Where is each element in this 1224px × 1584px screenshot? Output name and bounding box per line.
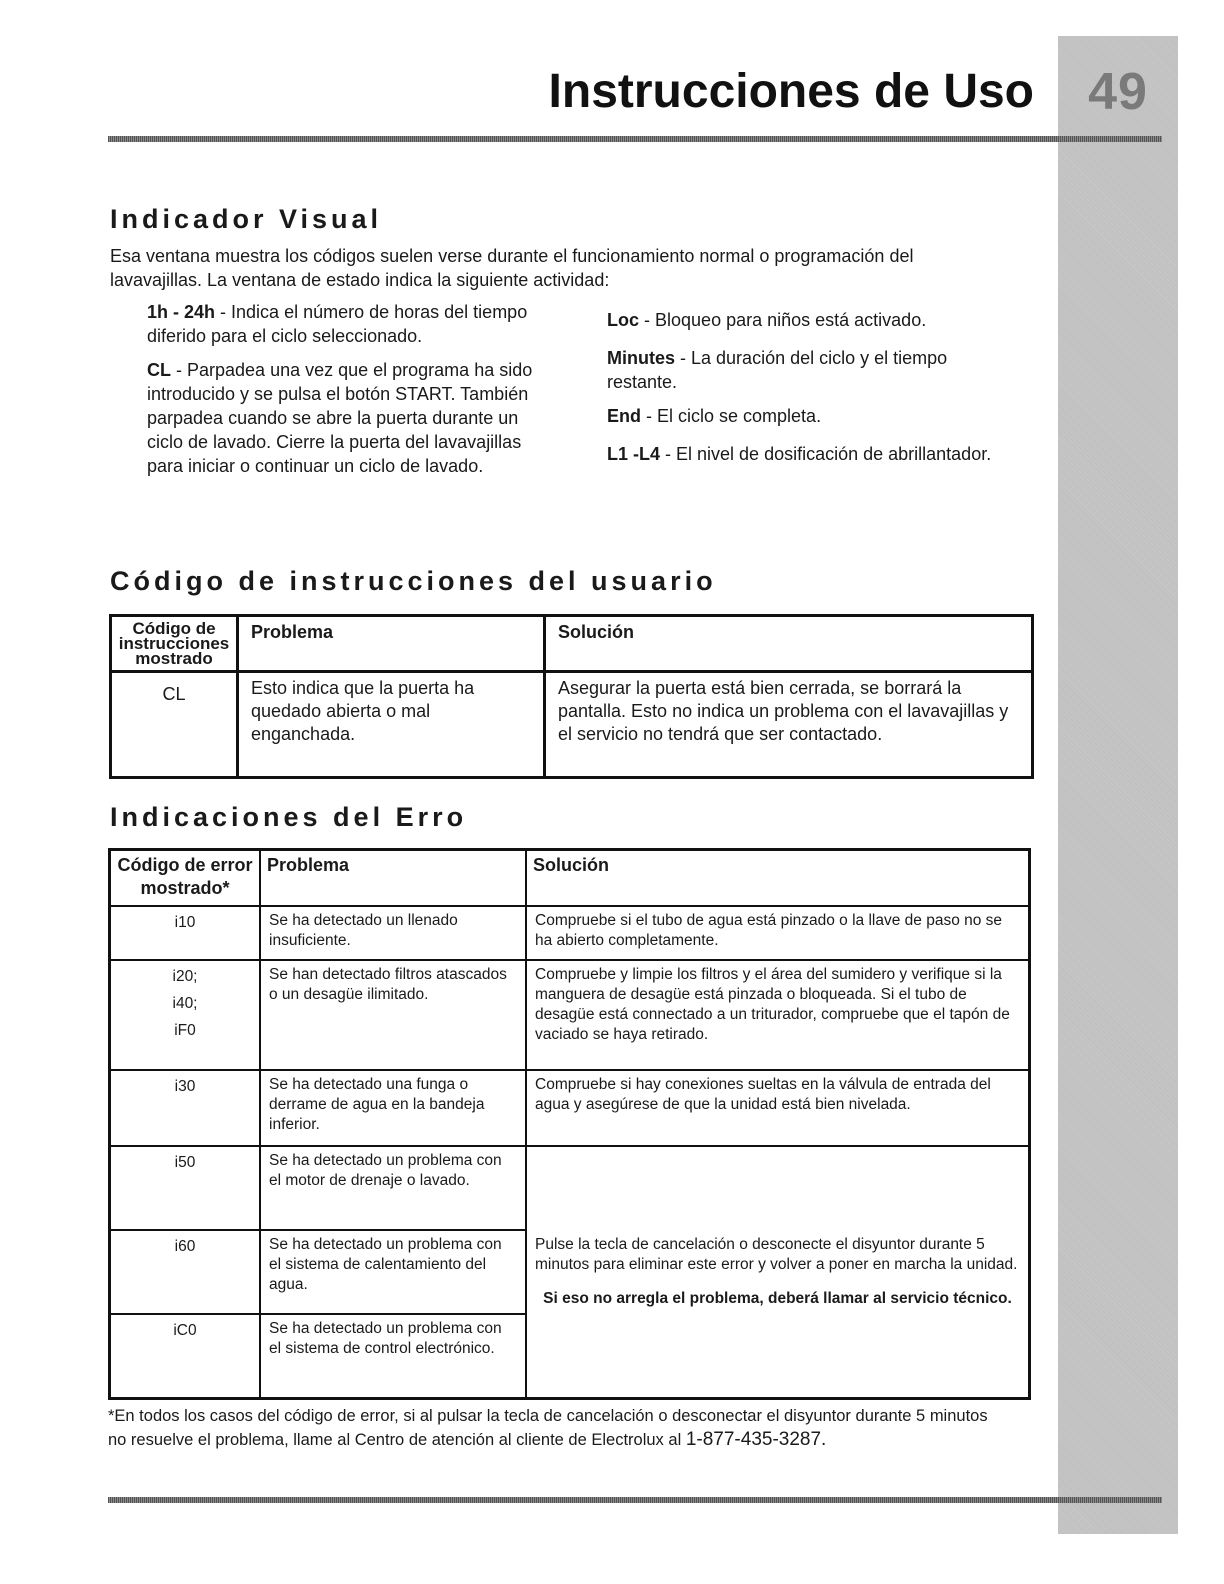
code-cell: [110, 960, 261, 1070]
status-code: L1 -L4: [607, 444, 661, 464]
status-code: CL: [147, 360, 171, 380]
problem-cell: Se ha detectado un problema con el sistema de control electrónico.: [260, 1314, 526, 1398]
page-number: 49: [1088, 63, 1148, 121]
status-sep: -: [660, 444, 677, 464]
column-header-problem: Problema: [260, 850, 526, 907]
status-text: El nivel de dosificación de abrillantador.: [676, 444, 992, 464]
table-row: [110, 960, 1030, 1070]
status-text: La duración del ciclo y el tiempo restante.: [607, 348, 948, 392]
problem-cell: Se han detectado filtros atascados o un desagüe ilimitado.: [260, 960, 526, 1070]
status-sep: -: [639, 310, 656, 330]
error-code: i10: [174, 914, 196, 931]
page-title: Instrucciones de Uso: [548, 65, 1034, 118]
problem-cell: Se ha detectado un problema con el sistema de calentamiento del agua.: [260, 1230, 526, 1314]
solution-cell: Compruebe si el tubo de agua está pinzado o la llave de paso no se ha abierto completamente.: [526, 906, 1030, 960]
error-code: i30: [174, 1078, 196, 1095]
status-codes-left: [147, 300, 537, 488]
table-row: [110, 1070, 1030, 1146]
column-header-problem: Problema: [238, 616, 545, 672]
user-code-table: [109, 614, 1034, 779]
problem-cell: Se ha detectado una funga o derrame de agua en la bandeja inferior.: [260, 1070, 526, 1146]
status-code: Minutes: [607, 348, 676, 368]
footnote-text: *En todos los casos del código de error, si al pulsar la tecla de cancelación o desconectar el disyuntor durante 5 minutos no resuelve el problema, llame al Centro de atención al cliente de Electrolux al: [108, 1407, 988, 1449]
code-cell: [110, 1146, 261, 1230]
solution-cell: Compruebe si hay conexiones sueltas en la válvula de entrada del agua y asegúrese de que la unidad está bien nivelada.: [526, 1070, 1030, 1146]
status-text: Bloqueo para niños está activado.: [655, 310, 927, 330]
side-tab: [1058, 36, 1178, 1534]
error-code: i50: [174, 1154, 196, 1171]
table-row: [110, 906, 1030, 960]
column-header-solution: Solución: [526, 850, 1030, 907]
status-entry: [147, 358, 537, 478]
table-row: [110, 1146, 1030, 1230]
code-cell: [110, 1314, 261, 1398]
solution-cell: Compruebe y limpie los filtros y el área del sumidero y verifique si la manguera de desagüe está pinzada o bloqueada. Si el tubo de desagüe está connectado a un triturador, compruebe que el tapón de vaciado se haya retirado.: [526, 960, 1030, 1070]
code-cell: CL: [111, 672, 238, 778]
table-header-row: [111, 616, 1033, 672]
status-entry: [607, 442, 1017, 466]
footnote: [108, 1404, 1008, 1452]
intro-paragraph: Esa ventana muestra los códigos suelen verse durante el funcionamiento normal o programación del lavavajillas. La ventana de estado indica la siguiente actividad:: [110, 246, 914, 290]
problem-cell: Se ha detectado un problema con el motor de drenaje o lavado.: [260, 1146, 526, 1230]
error-code: iF0: [174, 1022, 196, 1039]
error-code: i60: [174, 1238, 196, 1255]
column-header-code: Código de error mostrado*: [110, 850, 261, 907]
table-header-row: [110, 850, 1030, 907]
code-cell: [110, 906, 261, 960]
status-entry: [607, 346, 1017, 394]
status-code: End: [607, 406, 641, 426]
status-code: 1h - 24h: [147, 302, 216, 322]
error-code: i40;: [172, 995, 198, 1012]
status-text: Indica el número de horas del tiempo diferido para el ciclo seleccionado.: [147, 302, 528, 346]
section-title-indicaciones-error: Indicaciones del Erro: [110, 802, 468, 832]
problem-cell: Se ha detectado un llenado insuficiente.: [260, 906, 526, 960]
problem-cell: Esto indica que la puerta ha quedado abierta o mal enganchada.: [238, 672, 545, 778]
status-codes-right: [607, 308, 1017, 476]
status-sep: -: [171, 360, 187, 380]
shared-solution-cell: [526, 1146, 1030, 1398]
table-row: [111, 672, 1033, 778]
header-rule: [108, 136, 1162, 142]
error-code: i20;: [172, 968, 198, 985]
code-cell: [110, 1230, 261, 1314]
status-code: Loc: [607, 310, 640, 330]
footnote-phone: 1-877-435-3287.: [685, 1429, 827, 1450]
status-entry: [147, 300, 537, 348]
section-title-codigo-usuario: Código de instrucciones del usuario: [110, 566, 717, 596]
solution-cell: Asegurar la puerta está bien cerrada, se borrará la pantalla. Esto no indica un problema con el lavavajillas y el servicio no tendrá que ser contactado.: [545, 672, 1033, 778]
column-header-code: Código de instrucciones mostrado: [111, 616, 238, 672]
status-sep: -: [675, 348, 692, 368]
footer-rule: [108, 1497, 1162, 1503]
error-code: iC0: [173, 1322, 197, 1339]
status-entry: [607, 404, 1017, 428]
status-text: Parpadea una vez que el programa ha sido introducido y se pulsa el botón START. También parpadea cuando se abre la puerta durante un ciclo de lavado. Cierre la puerta del lavavajillas para iniciar o continuar un ciclo de lavado.: [147, 360, 533, 476]
error-code-table: [108, 848, 1031, 1400]
shared-solution-text: Pulse la tecla de cancelación o desconecte el disyuntor durante 5 minutos para eliminar este error y volver a poner en marcha la unidad.: [535, 1235, 1018, 1273]
status-sep: -: [641, 406, 657, 426]
code-cell: [110, 1070, 261, 1146]
status-text: El ciclo se completa.: [657, 406, 822, 426]
column-header-solution: Solución: [545, 616, 1033, 672]
status-sep: -: [215, 302, 232, 322]
section-title-indicador-visual: Indicador Visual: [110, 204, 383, 234]
status-entry: [607, 308, 1017, 332]
shared-solution-strong: Si eso no arregla el problema, deberá llamar al servicio técnico.: [543, 1289, 1012, 1307]
